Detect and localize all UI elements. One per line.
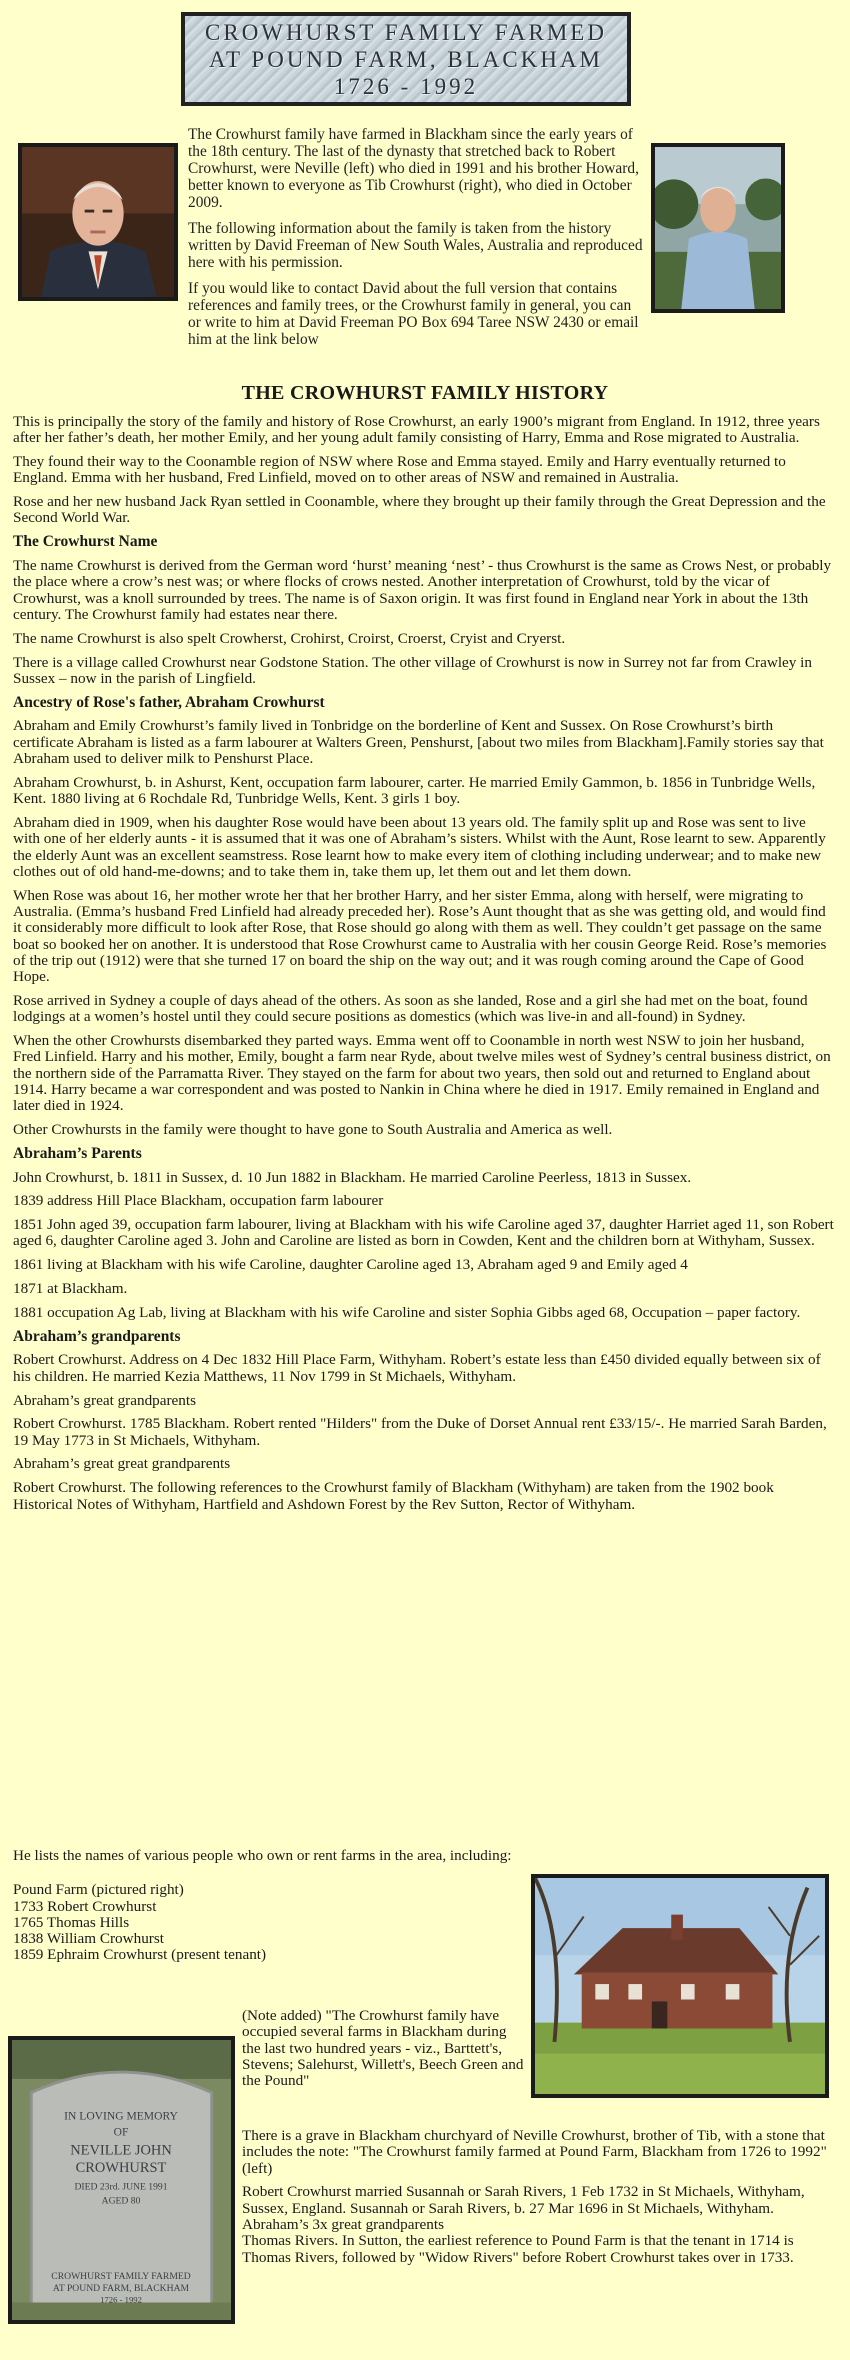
body-paragraph: The name Crowhurst is also spelt Crowherst, Crohirst, Croirst, Croerst, Cryist and Cryerst.: [13, 629, 566, 647]
grave-and-rivers-section: [242, 2128, 840, 2266]
pound-farm-photo: [531, 1874, 829, 2098]
body-paragraph: 1881 occupation Ag Lab, living at Blackham with his wife Caroline and sister Sophia Gibbs aged 68, Occupation – paper factory.: [13, 1303, 801, 1321]
body-paragraph: 1871 at Blackham.: [13, 1280, 128, 1298]
banner-line-3: 1726 - 1992: [333, 73, 479, 99]
body-paragraph: Other Crowhursts in the family were thought to have gone to South Australia and America as well.: [13, 1120, 613, 1138]
list-item: 1733 Robert Crowhurst: [13, 1897, 157, 1915]
gravestone-text: NEVILLE JOHN: [70, 2142, 172, 2159]
neville-portrait-photo: [18, 143, 178, 301]
body-paragraph: Robert Crowhurst married Susannah or Sarah Rivers, 1 Feb 1732 in St Michaels, Withyham, Sussex, England. Susannah or Sarah Rivers, b. 27 Mar 1696 in St Michaels, Withyham.: [242, 2183, 805, 2217]
body-paragraph: Robert Crowhurst. Address on 4 Dec 1832 Hill Place Farm, Withyham. Robert’s estate less than £450 divided equally between six of his children. He married Kezia Matthews, 11 Nov 1799 in St Michaels, Withyham.: [13, 1351, 821, 1385]
list-item: 1859 Ephraim Crowhurst (present tenant): [13, 1946, 267, 1964]
farm-list: [13, 1882, 523, 1963]
banner-line-2: AT POUND FARM, BLACKHAM: [208, 46, 604, 72]
body-paragraph: The name Crowhurst is derived from the German word ‘hurst’ meaning ‘nest’ - thus Crowhurst is the same as Crows Nest, or probably the place where a crow’s nest was; or where flocks of crows nested. Another interpretation of Crowhurst, told by the vicar of Crowhurst, was a knoll surrounded by trees. The name is of Saxon origin. It was first found in England near York in about the 13th century. The Crowhurst family had estates near there.: [13, 557, 832, 623]
body-paragraph: Robert Crowhurst. 1785 Blackham. Robert rented "Hilders" from the Duke of Dorset Annual rent £33/15/-. He married Sarah Barden, 19 May 1773 in St Michaels, Withyham.: [13, 1415, 827, 1449]
list-item: 1838 William Crowhurst: [13, 1930, 164, 1948]
body-paragraph: Abraham Crowhurst, b. in Ashurst, Kent, occupation farm labourer, carter. He married Emily Gammon, b. 1856 in Tunbridge Wells, Kent. 1880 living at 6 Rochdale Rd, Tunbridge Wells, Kent. 3 girls 1 boy.: [13, 773, 816, 808]
intro-paragraph-1: The Crowhurst family have farmed in Blackham since the early years of the 18th century. The last of the dynasty that stretched back to Robert Crowhurst, were Neville (left) who died in 1991 and his brother Howard, better known to everyone as Tib Crowhurst (right), who died in October 2009.: [188, 126, 639, 211]
gravestone-text: DIED 23rd. JUNE 1991: [74, 2181, 168, 2193]
body-paragraph: When the other Crowhursts disembarked they parted ways. Emma went off to Coonamble in north west NSW to join her husband, Fred Linfield. Harry and his mother, Emily, bought a farm near Ryde, about twelve miles west of Sydney’s central business district, on the northern side of the Parramatta River. They stayed on the farm for about two years, then sold out and returned to England about 1914. Harry became a war correspondent and was posted to Nankin in China where he died in 1917. Emily remained in England and later died in 1924.: [13, 1032, 831, 1115]
body-paragraph: This is principally the story of the family and history of Rose Crowhurst, an early 1900’s migrant from England. In 1912, three years after her father’s death, her mother Emily, and her young adult family consisting of Harry, Emma and Rose migrated to Australia.: [13, 413, 820, 447]
family-history-body: [13, 414, 835, 1520]
intro-paragraph-3: If you would like to contact David about the full version that contains references and family trees, or the Crowhurst family in general, you can or write to him at David Freeman PO Box 694 Taree NSW 2430 or email him at the link below: [188, 280, 639, 348]
section-heading: Ancestry of Rose's father, Abraham Crowhurst: [13, 693, 325, 711]
body-paragraph: There is a grave in Blackham churchyard of Neville Crowhurst, brother of Tib, with a stone that includes the note: "The Crowhurst family farmed at Pound Farm, Blackham from 1726 to 1992" (left): [242, 2127, 827, 2177]
gravestone-text: OF: [113, 2125, 129, 2139]
body-paragraph: Thomas Rivers. In Sutton, the earliest reference to Pound Farm is that the tenant in 1714 is Thomas Rivers, followed by "Widow Rivers" before Robert Crowhurst takes over in 1733.: [242, 2232, 794, 2266]
intro-paragraph-2: The following information about the family is taken from the history written by David Freeman of New South Wales, Australia and reproduced here with his permission.: [188, 220, 643, 271]
gravestone-text: 1726 - 1992: [100, 2294, 142, 2305]
gravestone-text: IN LOVING MEMORY: [64, 2109, 178, 2123]
section-heading: The Crowhurst Name: [13, 533, 158, 551]
list-item: Pound Farm (pictured right): [13, 1881, 184, 1899]
body-paragraph: 1839 address Hill Place Blackham, occupation farm labourer: [13, 1192, 384, 1210]
tib-portrait-photo: [651, 143, 785, 313]
banner-line-1: CROWHURST FAMILY FARMED: [205, 19, 607, 45]
body-paragraph: Rose arrived in Sydney a couple of days ahead of the others. As soon as she landed, Rose and a girl she had met on the boat, found lodgings at a women’s hostel until they could secure positions as domestics (which was live-in and all-found) in Sydney.: [13, 991, 808, 1026]
intro-text: [188, 126, 646, 357]
body-paragraph: Robert Crowhurst. The following references to the Crowhurst family of Blackham (Withyham) are taken from the 1902 book Historical Notes of Withyham, Hartfield and Ashdown Forest by the Rev Sutton, Rector of Withyham.: [13, 1479, 774, 1513]
farm-list-section: [13, 1848, 523, 1964]
farms-note: (Note added) "The Crowhurst family have occupied several farms in Blackham during the last two hundred years - viz., Barttett's, Stevens; Salehurst, Willett's, Beech Green and the Pound": [242, 2007, 524, 2090]
body-paragraph: When Rose was about 16, her mother wrote her that her brother Harry, and her sister Emma, along with herself, were migrating to Australia. (Emma’s husband Fred Linfield had already preceded her). Rose’s Aunt thought that as she was getting old, and would find it considerably more difficult to look after Rose, that Rose should go along with them as well. They couldn’t get passage on the same boat so booked her on another. It is understood that Rose Crowhurst came to Australia with her cousin George Reid. Rose’s memories of the trip out (1912) were that she turned 17 on board the ship on the way out; and it was rough coming around the Cape of Good Hope.: [13, 886, 827, 986]
body-paragraph: Abraham’s great grandparents: [13, 1391, 197, 1409]
body-paragraph: Abraham and Emily Crowhurst’s family lived in Tonbridge on the borderline of Kent and Sussex. On Rose Crowhurst’s birth certificate Abraham is listed as a farm labourer at Walters Green, Penshurst, [about two miles from Blackham].Family stories say that Abraham used to deliver milk to Penshurst Place.: [13, 717, 824, 768]
body-paragraph: Rose and her new husband Jack Ryan settled in Coonamble, where they brought up their family through the Great Depression and the Second World War.: [13, 493, 826, 527]
body-paragraph: Abraham died in 1909, when his daughter Rose would have been about 13 years old. The family split up and Rose was sent to live with one of her elderly aunts - it is assumed that it was one of Abraham’s sisters. Whilst with the Aunt, Rose learnt to sew. Apparently the elderly Aunt was an excellent seamstress. Rose learnt how to make every item of clothing including underwear; and to make new clothes out of old hand-me-downs; and to take them in, take them up, let them out and let them down.: [13, 813, 826, 880]
list-item: 1765 Thomas Hills: [13, 1913, 130, 1931]
section-heading: Abraham’s Parents: [13, 1144, 142, 1162]
gravestone-text: AT POUND FARM, BLACKHAM: [52, 2282, 190, 2294]
page-title: THE CROWHURST FAMILY HISTORY: [241, 382, 609, 404]
body-paragraph: Abraham’s great great grandparents: [13, 1455, 231, 1473]
section-heading: Abraham’s grandparents: [13, 1327, 181, 1345]
gravestone-text: CROWHURST FAMILY FARMED: [51, 2271, 191, 2283]
body-paragraph: 1861 living at Blackham with his wife Caroline, daughter Caroline aged 13, Abraham aged 9 and Emily aged 4: [13, 1256, 688, 1274]
gravestone-photo: [8, 2036, 235, 2324]
body-paragraph: John Crowhurst, b. 1811 in Sussex, d. 10 Jun 1882 in Blackham. He married Caroline Peerless, 1813 in Sussex.: [13, 1168, 692, 1186]
body-paragraph: They found their way to the Coonamble region of NSW where Rose and Emma stayed. Emily and Harry eventually returned to England. Emma with her husband, Fred Linfield, moved on to other areas of NSW and remained in Australia.: [13, 453, 786, 487]
gravestone-text: AGED 80: [101, 2195, 141, 2207]
body-paragraph: There is a village called Crowhurst near Godstone Station. The other village of Crowhurst is now in Surrey not far from Crawley in Sussex – now in the parish of Lingfield.: [13, 653, 812, 687]
gravestone-text: CROWHURST: [75, 2160, 167, 2177]
title-stone-banner: [181, 12, 631, 106]
farm-list-intro: He lists the names of various people who own or rent farms in the area, including:: [13, 1847, 512, 1864]
body-paragraph: 1851 John aged 39, occupation farm labourer, living at Blackham with his wife Caroline aged 37, daughter Harriet aged 11, son Robert aged 6, daughter Caroline aged 3. John and Caroline are listed as born in Cowden, Kent and the children born at Withyham, Sussex.: [13, 1216, 834, 1250]
section-label: Abraham’s 3x great grandparents: [242, 2215, 445, 2233]
